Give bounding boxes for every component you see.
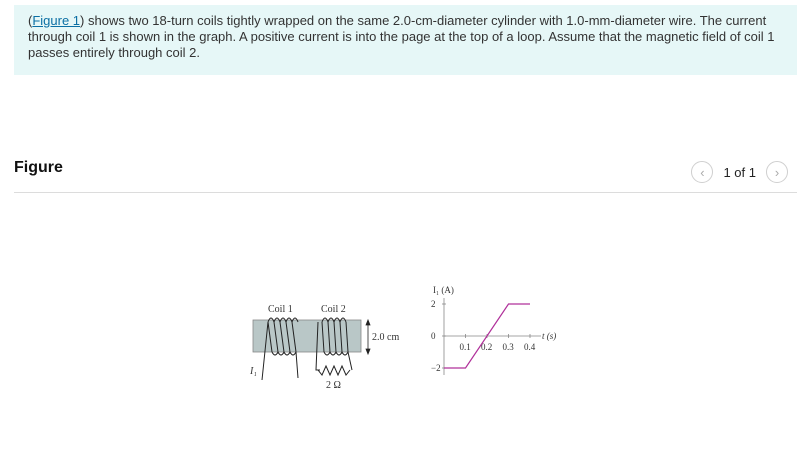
pager-label: 1 of 1 [723, 164, 756, 180]
x-tick-label: 0.4 [524, 342, 536, 352]
resistor-label: 2 Ω [326, 380, 341, 391]
figure-pager [691, 161, 788, 183]
coil1-label: Coil 1 [268, 304, 293, 315]
chevron-left-icon[interactable]: ‹ [691, 161, 713, 183]
divider [14, 192, 797, 193]
resistor-icon [318, 366, 350, 375]
y-tick-label: 2 [431, 299, 436, 309]
figure-link[interactable]: Figure 1 [32, 13, 81, 28]
problem-statement: (Figure 1) shows two 18-turn coils tightly wrapped on the same 2.0-cm-diameter cylinder with 1.0-mm-diameter wire. The current through coil 1 is shown in the graph. A positive current is into the page at the top of a loop. Assume that the magnetic field of coil 1 passes entirely through coil 2. [14, 5, 797, 75]
chevron-right-icon[interactable]: › [766, 161, 788, 183]
y-tick-label: 0 [431, 331, 436, 341]
current-label: I₁ [250, 366, 257, 377]
series-line [444, 304, 530, 368]
x-axis-label: t (s) [542, 331, 557, 341]
coil2-winding [316, 318, 352, 370]
coil2-label: Coil 2 [321, 304, 346, 315]
coil1-winding [262, 318, 298, 380]
x-tick-label: 0.3 [502, 342, 514, 352]
cylinder [253, 320, 361, 352]
problem-text: ) shows two 18-turn coils tightly wrapped on the same 2.0-cm-diameter cylinder with 1.0-mm-diameter wire. The current through coil 1 is shown in the graph. A positive current is into the page at the top of a loop. Assume that the magnetic field of coil 1 passes entirely through coil 2. [28, 13, 775, 60]
y-tick-label: −2 [431, 363, 441, 373]
diameter-label: 2.0 cm [372, 332, 400, 343]
x-tick-label: 0.2 [481, 342, 493, 352]
diameter-arrow [366, 320, 370, 354]
figure-heading: Figure [14, 159, 63, 176]
y-axis-label: I₁ (A) [433, 285, 454, 295]
x-tick-label: 0.1 [459, 342, 471, 352]
